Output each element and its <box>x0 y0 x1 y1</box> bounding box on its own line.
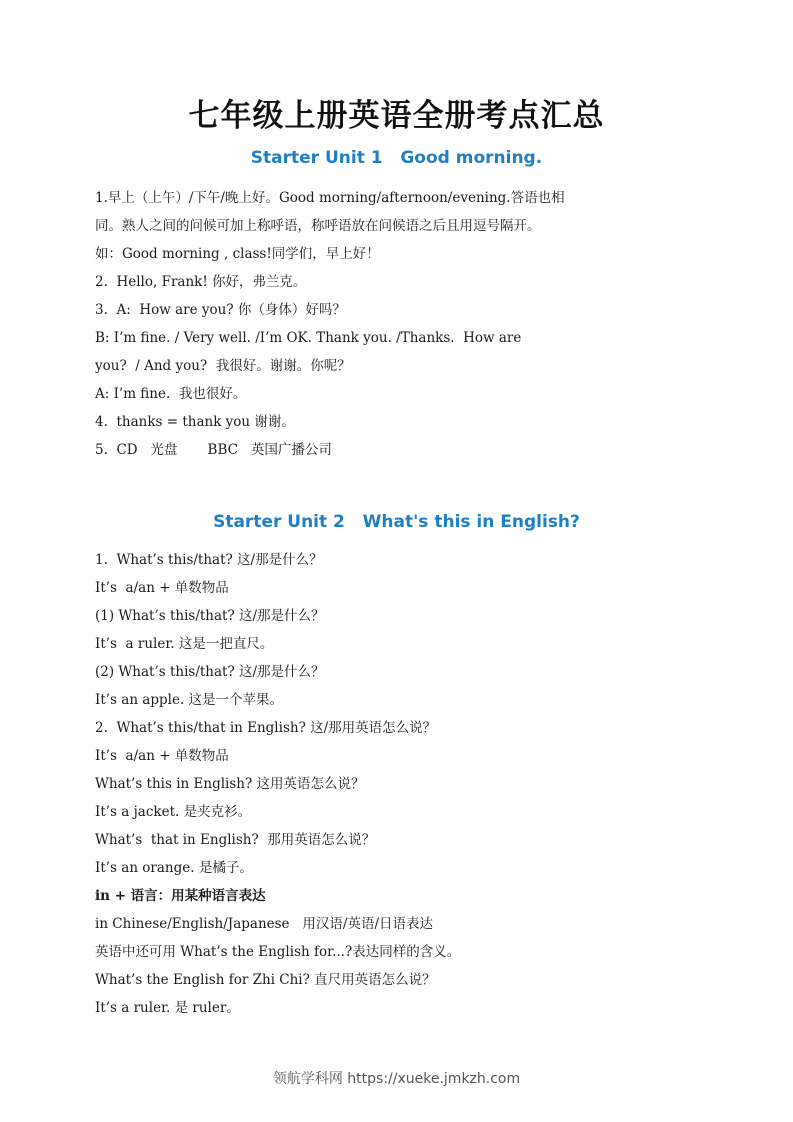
text-line: What’s the English for Zhi Chi? 直尺用英语怎么说？ <box>95 972 436 988</box>
text-line: 英语中还可用 What’s the English for...?表达同样的含义。 <box>95 944 461 960</box>
text-line: 1. What’s this/that? 这/那是什么？ <box>95 552 323 568</box>
text-line: 如：Good morning , class!同学们，早上好！ <box>95 246 380 262</box>
section-body-starter-unit-2 <box>95 546 710 1022</box>
section-body-starter-unit-1 <box>95 184 710 464</box>
text-line: B: I’m fine. / Very well. /I’m OK. Thank you. /Thanks. How are <box>95 330 522 346</box>
page-title: 七年级上册英语全册考点汇总 <box>188 98 605 134</box>
text-line: 同。熟人之间的问候可加上称呼语，称呼语放在问候语之后且用逗号隔开。 <box>95 218 541 234</box>
text-line: 5. CD 光盘 BBC 英国广播公司 <box>95 442 332 458</box>
text-line: (2) What’s this/that? 这/那是什么？ <box>95 664 325 680</box>
text-line: A: I’m fine. 我也很好。 <box>95 386 247 402</box>
text-line: It’s an orange. 是橘子。 <box>95 860 253 876</box>
footer-watermark: 领航学科网 https://xueke.jmkzh.com <box>272 1071 521 1087</box>
text-line: in + 语言：用某种语言表达 <box>95 888 266 904</box>
text-line: What’s that in English? 那用英语怎么说？ <box>95 832 376 848</box>
text-line: in Chinese/English/Japanese 用汉语/英语/日语表达 <box>95 916 434 932</box>
text-line: It’s a jacket. 是夹克衫。 <box>95 804 252 820</box>
text-line: 4. thanks = thank you 谢谢。 <box>95 414 295 430</box>
section-heading-starter-unit-1: Starter Unit 1 Good morning. <box>250 148 543 168</box>
text-line: 3. A: How are you? 你（身体）好吗？ <box>95 302 346 318</box>
section-heading-starter-unit-2: Starter Unit 2 What's this in English? <box>213 512 580 532</box>
text-line: It’s a ruler. 是 ruler。 <box>95 1000 240 1016</box>
text-line: 1.早上（上午）/下午/晚上好。Good morning/afternoon/evening.答语也相 <box>95 190 565 206</box>
text-line: 2. What’s this/that in English? 这/那用英语怎么说？ <box>95 720 437 736</box>
text-line: (1) What’s this/that? 这/那是什么？ <box>95 608 325 624</box>
text-line: It’s a/an + 单数物品 <box>95 580 229 596</box>
text-line: you? / And you? 我很好。谢谢。你呢？ <box>95 358 351 374</box>
text-line: It’s an apple. 这是一个苹果。 <box>95 692 284 708</box>
text-line: What’s this in English? 这用英语怎么说？ <box>95 776 365 792</box>
text-line: It’s a/an + 单数物品 <box>95 748 229 764</box>
text-line: 2. Hello, Frank! 你好，弗兰克。 <box>95 274 307 290</box>
text-line: It’s a ruler. 这是一把直尺。 <box>95 636 274 652</box>
